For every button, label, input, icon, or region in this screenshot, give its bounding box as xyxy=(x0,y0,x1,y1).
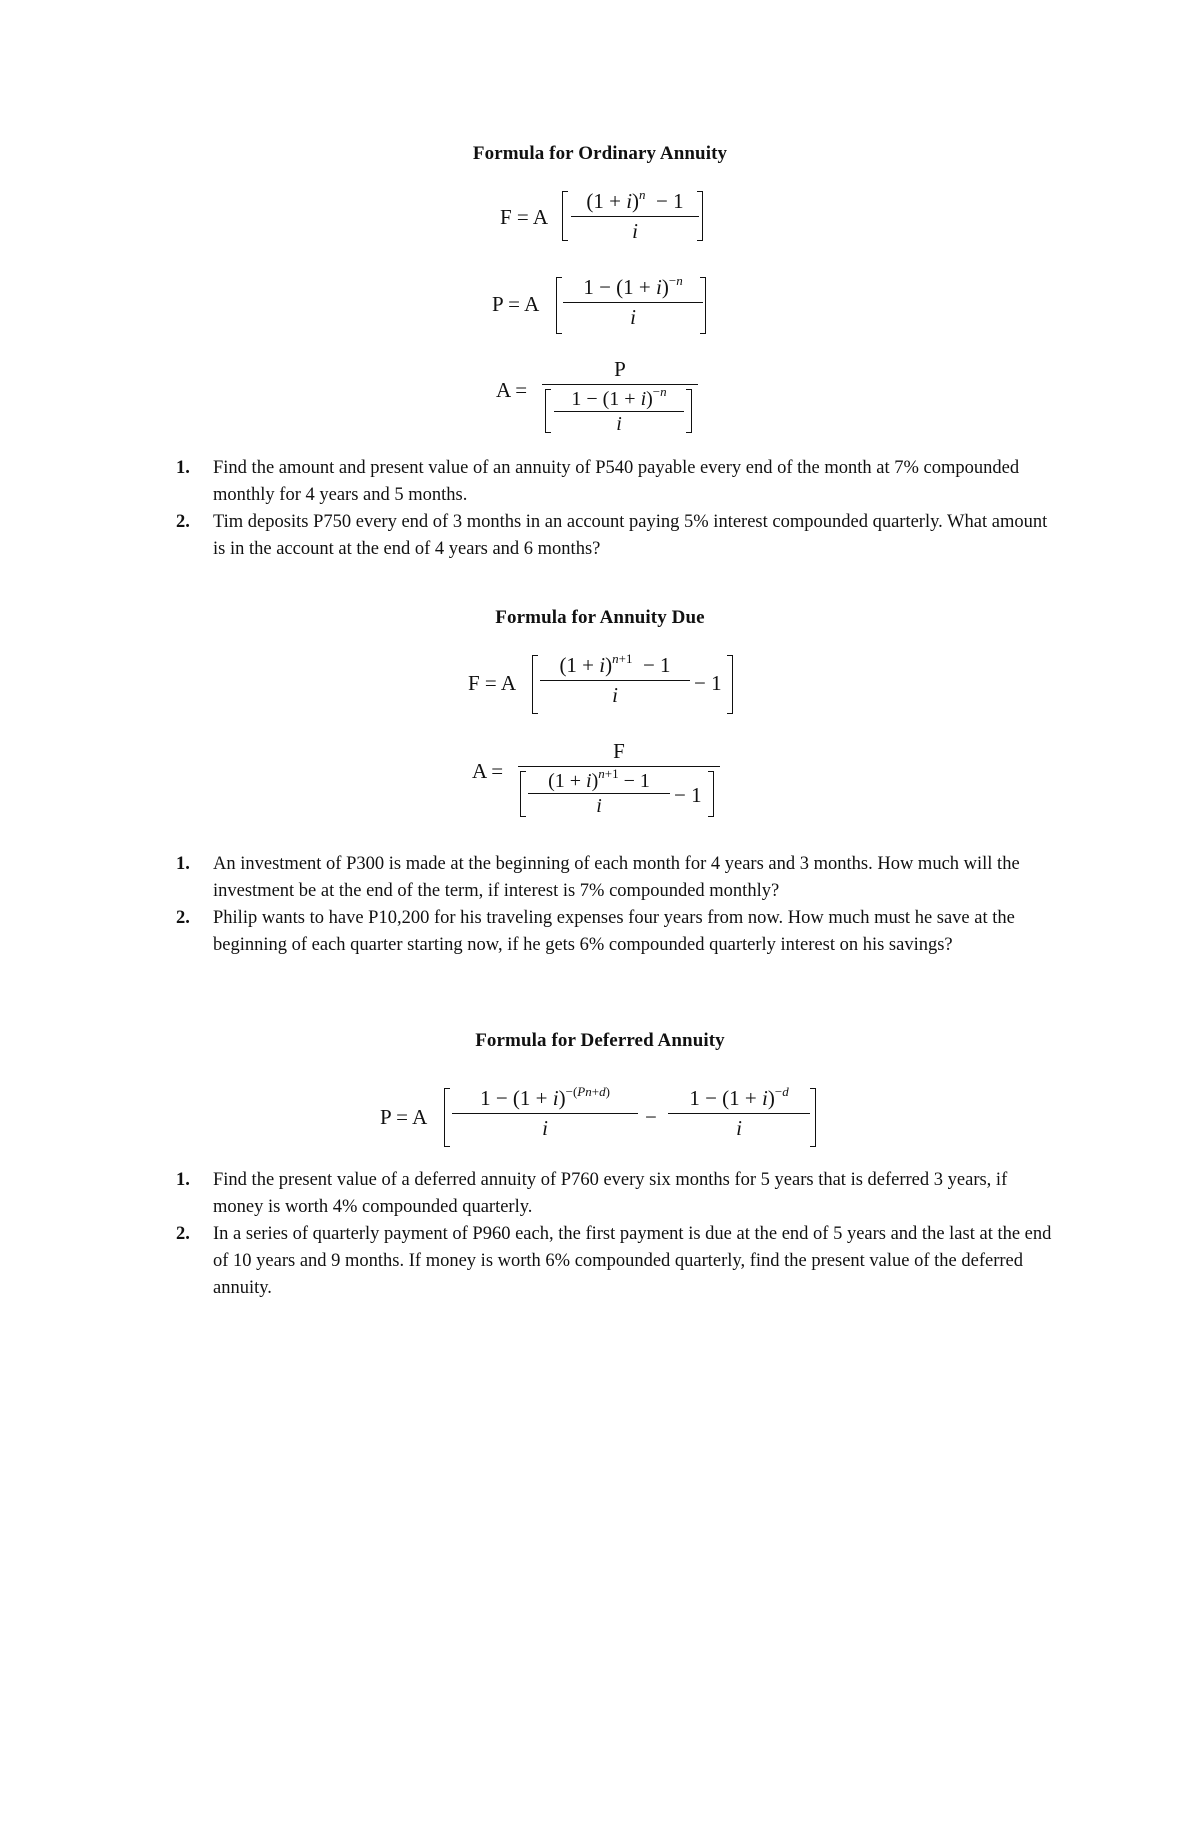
section-title-annuity-due: Formula for Annuity Due xyxy=(495,607,705,628)
section-title-deferred-annuity: Formula for Deferred Annuity xyxy=(475,1030,725,1051)
list-item: 2. Tim deposits P750 every end of 3 months in an account paying 5% interest compounded quarterly. What amount is in the account at the end of 4 years and 6 months? xyxy=(176,512,1048,559)
section-title-ordinary-annuity: Formula for Ordinary Annuity xyxy=(472,143,728,164)
problem-list-deferred-annuity xyxy=(176,1167,1056,1302)
problem-list-ordinary-annuity xyxy=(176,455,1056,563)
document-page: Formula for Ordinary Annuity F = A $(1 + i)^n - 1$ i P = A $1 - (1 + i)^{-n}$ i A = P $1 - (1 + i)^{-n}$ i 1. Find the amount and present value of an annuity of P540 payable every end of the month at 7% compounded monthly for 4 years and 5 months. 2. Tim deposits P750 every end of 3 months in an account paying 5% interest compounded quarterly. What amount is in the account at the end of 4 years and 6 months? Formula for Annuity Due F = A $(1 + i)^{n+1} - 1$ i − 1 A = F $(1 + i)^{n+1} - 1$ i − 1 1. An investment of P300 is made at the beginning of each month for 4 years and 3 months. How much will the investment be at the end of the term, if interest is 7% compounded monthly? 2. Philip wants to have P10,200 for his traveling expenses four years from now. How much must he save at the beginning of each quarter starting now, if he gets 6% compounded quarterly interest on his savings? Formula for Deferred Annuity P = A $1 - (1 + i)^{-(Pn+d)}$ i − $1 - (1 + i)^{-d}$ i 1. Find the present value of a deferred annuity of P760 every six months for 5 years that is deferred 3 years, if money is worth 4% compounded quarterly. 2. In a series of quarterly payment of P960 each, the first payment is due at the end of 5 years and the last at the end of 10 years and 9 months. If money is worth 6% compounded quarterly, find the present value of the deferred annuity. xyxy=(0,0,1200,1835)
list-item: 2. In a series of quarterly payment of P960 each, the first payment is due at the end of 5 years and the last at the end of 10 years and 9 months. If money is worth 6% compounded quarterly, find the present value of the deferred annuity. xyxy=(176,1224,1052,1298)
problem-list-annuity-due xyxy=(176,851,1056,959)
list-item: 1. Find the present value of a deferred annuity of P760 every six months for 5 years that is deferred 3 years, if money is worth 4% compounded quarterly. xyxy=(176,1170,1008,1217)
list-item: 1. An investment of P300 is made at the beginning of each month for 4 years and 3 months. How much will the investment be at the end of the term, if interest is 7% compounded monthly? xyxy=(176,854,1020,901)
list-item: 2. Philip wants to have P10,200 for his traveling expenses four years from now. How much must he save at the beginning of each quarter starting now, if he gets 6% compounded quarterly interest on his savings? xyxy=(176,908,1015,955)
list-item: 1. Find the amount and present value of an annuity of P540 payable every end of the month at 7% compounded monthly for 4 years and 5 months. xyxy=(176,458,1020,505)
